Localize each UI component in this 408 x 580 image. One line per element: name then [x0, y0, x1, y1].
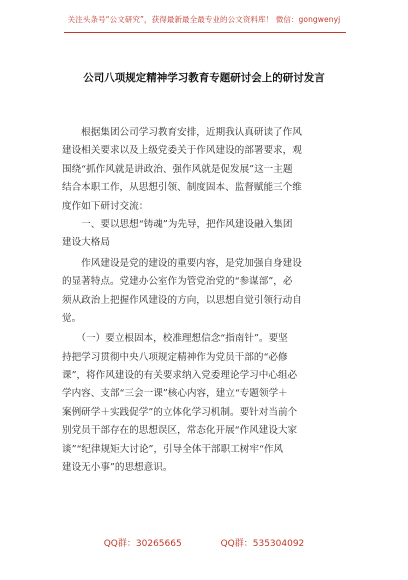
text-line: 结合本职工作，从思想引领、制度固本、监督赋能三个维 [62, 182, 302, 194]
header-divider [64, 32, 346, 33]
text-line: 建设大格局 [62, 237, 110, 249]
text-line: 学内容、支部“三会一课”核心内容，建立“专题领学＋ [62, 388, 288, 400]
text-line: 须从政治上把握作风建设的方向，以思想自觉引领行动自 [62, 294, 302, 306]
paragraph [62, 255, 348, 329]
footer-contact [0, 536, 408, 549]
qq-group-2: QQ群：535304092 [220, 539, 305, 549]
text-line: 建设相关要求以及上级党委关于作风建设的部署要求，观 [62, 145, 302, 157]
section-heading [62, 216, 348, 253]
text-line: 一、要以思想“铸魂”为先导，把作风建设融入集团 [62, 218, 293, 230]
text-line: 案例研学＋实践促学”的立体化学习机制。要针对当前个 [62, 406, 298, 418]
text-line: 根据集团公司学习教育安排，近期我认真研读了作风 [62, 127, 302, 138]
text-line: 觉。 [62, 312, 82, 324]
text-line: 作风建设是党的建设的重要内容，是党加强自身建设 [62, 257, 302, 269]
qq-group-1: QQ群：30265665 [103, 539, 182, 549]
document-body [62, 124, 348, 477]
text-line: （一）要立根固本，校准理想信念“指南针”。要坚 [62, 333, 288, 345]
document-title: 公司八项规定精神学习教育专题研讨会上的研讨发言 [83, 72, 325, 84]
text-line: 围绕“抓作风就是讲政治、强作风就是促发展”这一主题 [62, 163, 293, 175]
text-line: 课”，将作风建设的有关要求纳入党委理论学习中心组必 [62, 370, 298, 382]
text-line: 谈”“纪律规矩大讨论”，引导全体干部职工树牢“作风 [62, 443, 284, 455]
text-line: 度作如下研讨交流： [62, 200, 149, 212]
text-line: 建设无小事”的思想意识。 [62, 462, 173, 474]
header-banner: 关注头条号“公文研究”，获得最新最全最专业的公文资料库！ 微信：gongwenyj [67, 15, 341, 24]
paragraph [62, 124, 348, 216]
paragraph [62, 330, 348, 477]
text-line: 持把学习贯彻中央八项规定精神作为党员干部的“必修 [62, 351, 288, 363]
text-line: 别党员干部存在的思想误区，常态化开展“作风建设大家 [62, 425, 298, 437]
text-line: 的显著特点。党建办公室作为管党治党的“参谋部”，必 [62, 276, 293, 288]
